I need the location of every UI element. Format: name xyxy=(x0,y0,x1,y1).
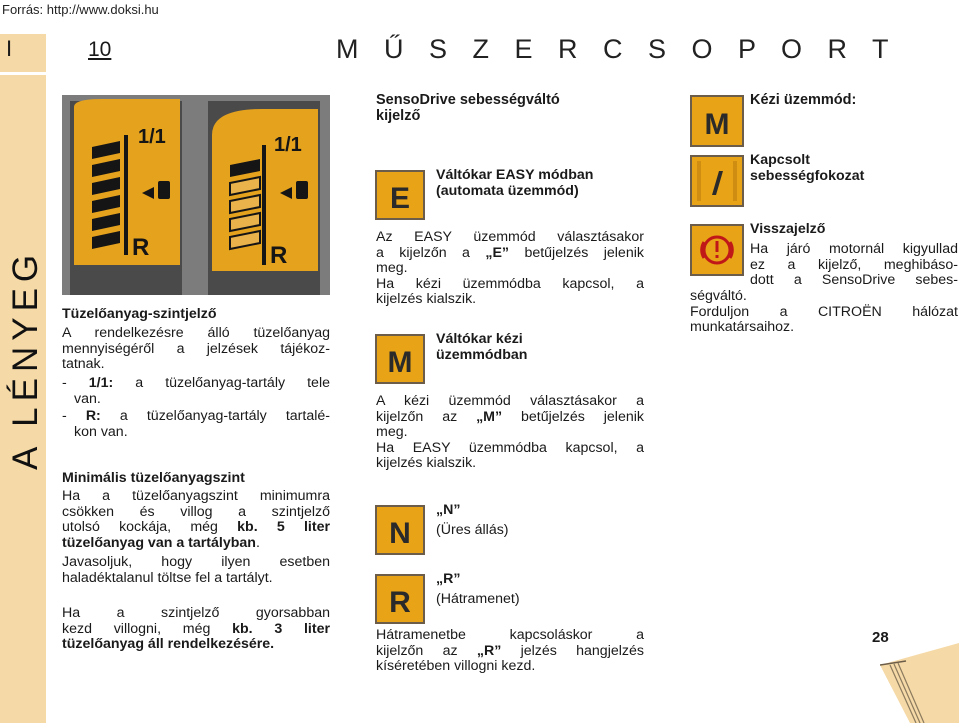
blink-amount: kb. 3 liter xyxy=(232,620,330,637)
right-manual-icon-letter: M xyxy=(704,108,730,141)
fuel-intro-line: mennyiségéről a jelzések tájékoz- xyxy=(62,340,330,357)
manual-line: Ha EASY üzemmódba kapcsol, a xyxy=(376,439,644,456)
manual-title-line: üzemmódban xyxy=(436,346,528,363)
right-manual-icon xyxy=(690,95,744,147)
easy-title xyxy=(436,168,593,199)
manual-mode-label: Kézi üzemmód: xyxy=(750,92,857,108)
fuel-item-reserve: - R: a tüzelőanyag-tartály tartalé- kon van. xyxy=(62,408,330,440)
blink-text xyxy=(62,606,330,653)
min-fuel-text: Ha a tüzelőanyagszint minimumra csökken és villog a szintjelző utolsó kockája, még kb. 5 liter tüzelőanyag van a tartályban. xyxy=(62,488,330,551)
min-fuel-title: Minimális tüzelőanyagszint xyxy=(62,470,245,486)
easy-line: a kijelzőn a xyxy=(376,244,470,261)
page-number: 10 xyxy=(88,38,112,61)
warning-line: ségváltó. xyxy=(690,288,747,304)
warning-text xyxy=(750,242,958,289)
gear-label xyxy=(750,153,864,184)
neutral-icon xyxy=(375,505,425,555)
easy-letter: „E” xyxy=(485,244,510,261)
reverse-desc-line: kijelzőn az xyxy=(376,642,458,659)
advice-line: haladéktalanul töltse fel a tartályt. xyxy=(62,569,273,586)
easy-line: kijelzés kialszik. xyxy=(376,291,477,307)
manual-line: betűjelzés jelenik xyxy=(520,408,644,425)
sidebar-letter-box xyxy=(0,34,46,72)
sensodrive-title-line: kijelző xyxy=(376,107,421,124)
gear-number-icon xyxy=(690,155,744,207)
manual-icon-letter: M xyxy=(387,346,413,379)
page-corner-decoration xyxy=(880,625,959,723)
gear-label-line: Kapcsolt xyxy=(750,152,810,168)
sensodrive-title-line: SensoDrive sebességváltó xyxy=(376,92,560,108)
fuel-item-full: - 1/1: a tüzelőanyag-tartály tele van. xyxy=(62,375,330,407)
reverse-text: (Hátramenet) xyxy=(436,591,520,607)
min-fuel-line: csökken és villog a szintjelző xyxy=(62,503,330,520)
reverse-icon-letter: R xyxy=(389,586,411,619)
sensodrive-title xyxy=(376,93,560,124)
neutral-text: (Üres állás) xyxy=(436,522,509,538)
easy-line: meg. xyxy=(376,260,408,276)
fuel-gauge-image xyxy=(62,95,330,295)
source-text: Forrás: http://www.doksi.hu xyxy=(2,2,159,17)
advice-line: Javasoljuk, hogy ilyen esetben xyxy=(62,554,330,570)
manual-mode-icon xyxy=(375,334,425,384)
manual-title xyxy=(436,332,527,363)
advice-text xyxy=(62,555,330,586)
manual-letter: „M” xyxy=(476,408,503,425)
warning-icon xyxy=(690,224,744,276)
side-title: A LÉNYEG xyxy=(6,248,45,470)
warning-line: munkatársaihoz. xyxy=(690,319,795,335)
easy-line: Az EASY üzemmód választásakor xyxy=(376,229,644,245)
fuel-gauge-drawing xyxy=(62,95,330,295)
easy-line: Ha kézi üzemmódba kapcsol, a xyxy=(376,275,644,292)
manual-line: A kézi üzemmód választásakor a xyxy=(376,393,644,409)
fuel-intro-line: tatnak. xyxy=(62,356,105,372)
reverse-desc-line: kíséretében villogni kezd. xyxy=(376,658,536,674)
manual-line: kijelzőn az xyxy=(376,408,458,425)
warning-text-cont xyxy=(690,289,958,336)
fuel-item-reserve-key: R: xyxy=(85,408,101,424)
min-fuel-line: utolsó kockája, még xyxy=(62,519,218,535)
easy-title-line: Váltókar EASY módban xyxy=(436,167,594,183)
fuel-item-reserve-text2: kon van. xyxy=(74,423,128,440)
neutral-key: „N” xyxy=(436,502,461,518)
manual-line: meg. xyxy=(376,424,408,440)
gauge-label-reserve: R xyxy=(132,234,150,261)
page-heading: M Ű S Z E R C S O P O R T xyxy=(336,34,898,64)
manual-line: kijelzés kialszik. xyxy=(376,455,477,471)
easy-icon-letter: E xyxy=(389,182,411,215)
manual-text xyxy=(376,394,644,472)
easy-mode-icon xyxy=(375,170,425,220)
min-fuel-line: tüzelőanyag van a tartályban xyxy=(62,534,256,551)
reverse-desc xyxy=(376,628,644,675)
side-letter: I xyxy=(6,36,13,61)
warning-title: Visszajelző xyxy=(750,221,826,237)
warning-line: ez a kijelző, meghibáso- xyxy=(750,256,958,273)
reverse-icon xyxy=(375,574,425,624)
fuel-item-full-key: 1/1: xyxy=(88,375,114,391)
fuel-item-full-text: a tüzelőanyag-tartály tele xyxy=(135,375,330,391)
neutral-icon-letter: N xyxy=(389,517,411,550)
bottom-page-number: 28 xyxy=(872,629,889,646)
easy-line: betűjelzés jelenik xyxy=(524,244,644,261)
gear-label-line: sebességfokozat xyxy=(750,167,865,184)
gauge-label-full: 1/1 xyxy=(138,126,166,148)
reverse-desc-line: Hátramenetbe kapcsoláskor a xyxy=(376,627,644,643)
gauge-label-full-2: 1/1 xyxy=(274,134,302,156)
reverse-desc-line: jelzés hangjelzés xyxy=(520,642,644,659)
fuel-title: Tüzelőanyag-szintjelző xyxy=(62,306,217,322)
fuel-intro-line: A rendelkezésre álló tüzelőanyag xyxy=(62,325,330,341)
warning-line: Forduljon a CITROËN hálózat xyxy=(690,303,958,320)
warning-line: Ha járó motornál kigyullad xyxy=(750,241,958,257)
blink-line: kezd villogni, még xyxy=(62,620,211,637)
fuel-item-full-text2: van. xyxy=(74,390,101,407)
easy-title-line: (automata üzemmód) xyxy=(436,182,579,199)
manual-title-line: Váltókar kézi xyxy=(436,331,523,347)
reverse-letter: „R” xyxy=(476,642,502,659)
warning-line: dott a SensoDrive sebes- xyxy=(750,272,958,288)
gauge-label-reserve-2: R xyxy=(270,242,288,269)
fuel-item-reserve-text: a tüzelőanyag-tartály tartalé- xyxy=(119,408,330,424)
easy-text xyxy=(376,230,644,308)
min-fuel-line: Ha a tüzelőanyagszint minimumra xyxy=(62,488,330,504)
blink-line: tüzelőanyag áll rendelkezésére. xyxy=(62,636,275,652)
reverse-key: „R” xyxy=(436,571,461,587)
blink-line: Ha a szintjelző gyorsabban xyxy=(62,605,330,621)
fuel-intro xyxy=(62,326,330,373)
min-fuel-amount: kb. 5 liter xyxy=(237,519,330,535)
